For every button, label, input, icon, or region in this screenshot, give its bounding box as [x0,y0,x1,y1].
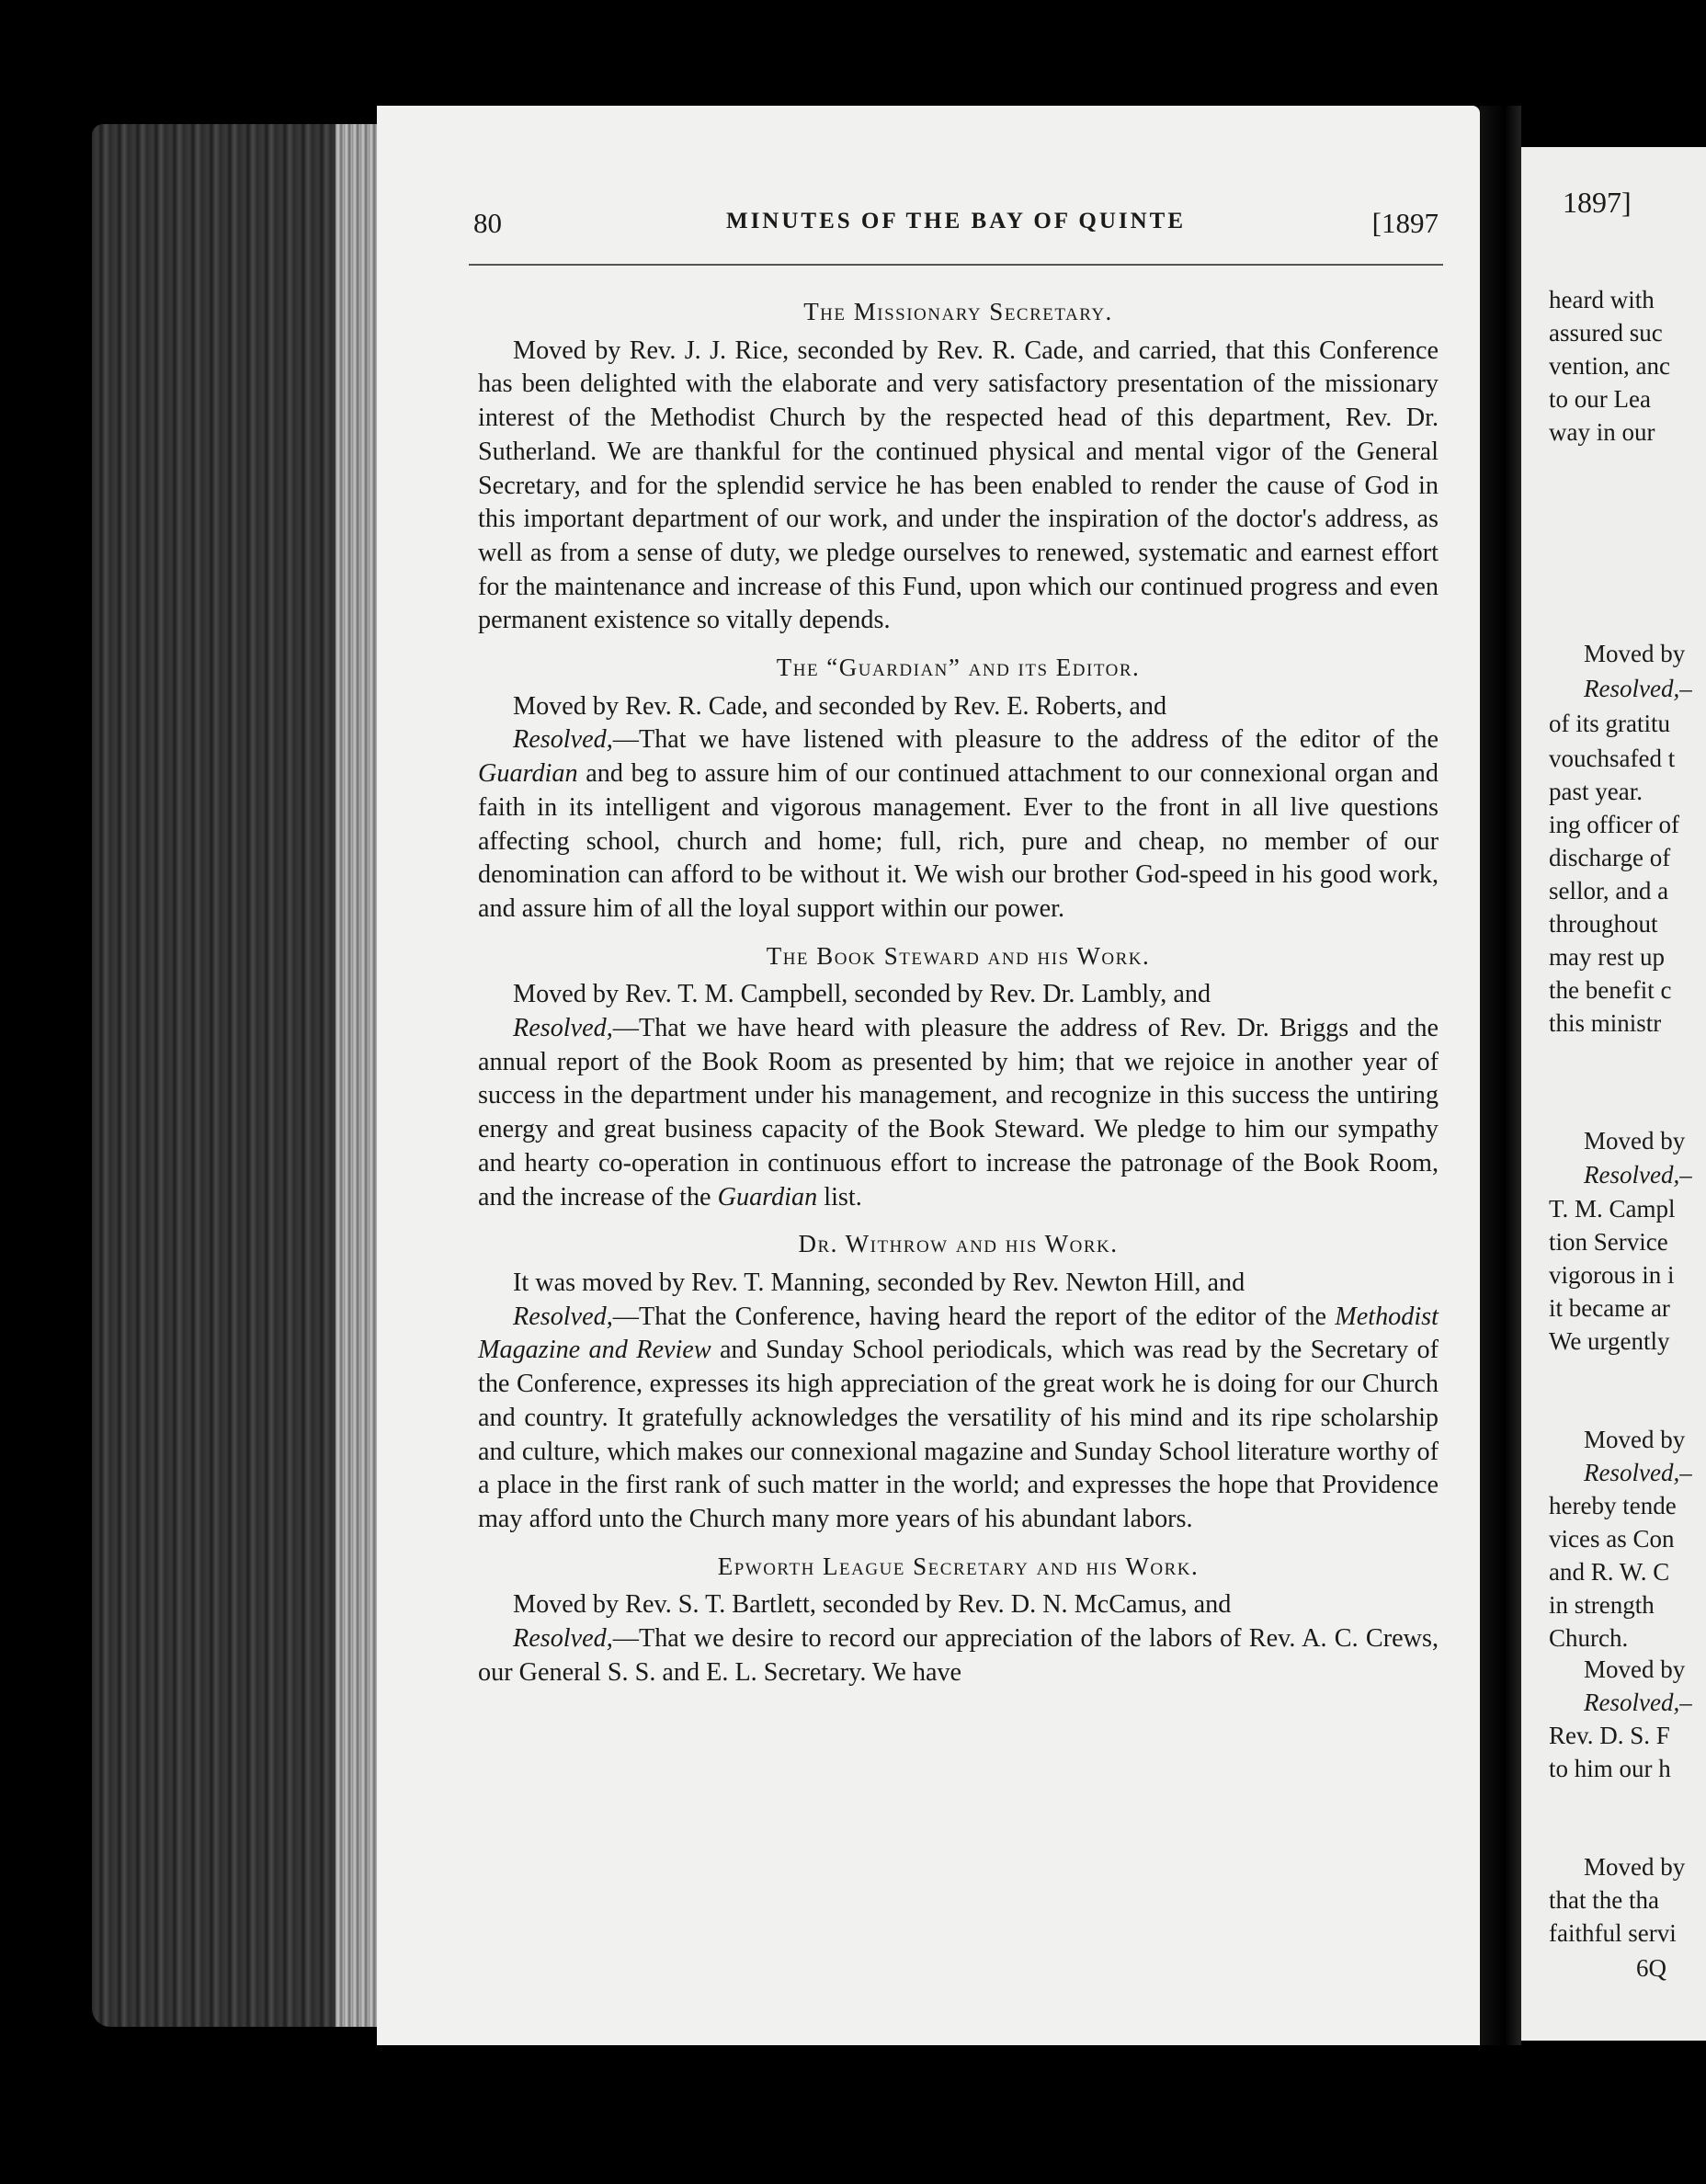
right-page-line: sellor, and a [1549,877,1669,904]
right-page-line: hereby tende [1549,1492,1677,1519]
page-body [478,290,1439,1689]
right-page-line: that the tha [1549,1886,1659,1914]
right-page-line: of its gratitu [1549,710,1670,737]
publication-title: Guardian [717,1182,818,1211]
right-page-line: Resolved,– [1584,1161,1692,1189]
left-page [377,106,1480,2045]
resolution-text: —That the Conference, having heard the report of the editor of the [612,1302,1336,1331]
right-page-line: ing officer of [1549,811,1679,838]
resolution-text-continued: list. [817,1182,862,1211]
right-page-line: Resolved,– [1584,675,1692,702]
resolved-label: Resolved, [513,1302,613,1331]
resolution-text: —That we have listened with pleasure to the address of the editor of the [612,725,1439,755]
right-page-line: Resolved,– [1584,1689,1692,1716]
right-page-line: tion Service [1549,1228,1668,1256]
resolution [478,1301,1439,1537]
right-page-line: and R. W. C [1549,1558,1670,1586]
book-gutter [1480,106,1521,2045]
moved-line: It was moved by Rev. T. Manning, seconded by Rev. Newton Hill, and [513,1268,1245,1297]
book-page-edges [92,124,381,2027]
right-page-line: it became ar [1549,1294,1670,1322]
right-page-line: assured suc [1549,319,1663,347]
right-page-line: throughout [1549,910,1658,938]
right-page-line: 6Q [1636,1954,1666,1982]
section-heading-book-steward: The Book Steward and his Work. [766,941,1151,970]
right-page-line: to our Lea [1549,385,1651,413]
resolution [478,1622,1439,1689]
right-page-line: Moved by [1584,1853,1686,1881]
resolution [478,723,1439,926]
section-heading-dr-withrow: Dr. Withrow and his Work. [798,1230,1119,1258]
header-rule [469,264,1443,266]
right-page-line: past year. [1549,778,1643,805]
publication-title: Methodist Magazine and Review [478,1302,1439,1365]
right-page-line: Church. [1549,1624,1629,1652]
right-page-line: vention, anc [1549,352,1670,380]
right-page-year: 1897] [1563,186,1632,219]
right-page-line: T. M. Campl [1549,1195,1676,1223]
resolved-label: Resolved, [513,725,613,755]
resolution-text-continued: and Sunday School periodicals, which was read by the Secretary of the Conference, expresses its high appreciation of the great work he is doing for our Church and country. It gratefully acknowledges the versatility of his mind and its ripe scholarship and culture, which makes our connexional magazine and Sunday School literature worthy of a place in the first rank of such matter in the world; and expresses the hope that Providence may afford unto the Church many more years of his abundant labors. [478,1336,1439,1533]
right-page-line: vices as Con [1549,1525,1675,1553]
right-page-line: way in our [1549,418,1655,446]
right-page-line: to him our h [1549,1755,1671,1782]
right-page-line: Rev. D. S. F [1549,1722,1670,1749]
resolution-text: —That we have heard with pleasure the address of Rev. Dr. Briggs and the annual report of the Book Room as presented by him; that we rejoice in another year of success in the department under his management, and recognize in this success the untiring energy and great business capacity of the Book Steward. We pledge to him our sympathy and hearty co-operation in continuous effort to increase the patronage of the Book Room, and the increase of the [478,1014,1439,1211]
section-heading-guardian-editor: The “Guardian” and its Editor. [776,654,1141,682]
right-page-line: Moved by [1584,1655,1686,1683]
right-page-line: Resolved,– [1584,1459,1692,1486]
right-page-line: in strength [1549,1591,1655,1619]
section-heading-epworth-league: Epworth League Secretary and his Work. [717,1552,1200,1580]
right-page-line: the benefit c [1549,976,1672,1004]
page-number: 80 [473,207,502,239]
right-page-line: Moved by [1584,1127,1686,1155]
right-page-line: vouchsafed t [1549,745,1676,772]
right-page-line: this ministr [1549,1009,1662,1037]
right-page-line: Moved by [1584,1426,1686,1453]
resolution-text-continued: and beg to assure him of our continued attachment to our connexional organ and faith in its intelligent and vigorous management. Ever to the front in all live questions affecting school, church and home; full, rich, pure and cheap, no member of our denomination can afford to be without it. We wish our brother God-speed in his good work, and assure him of all the loyal support within our power. [478,759,1439,923]
right-page-line: Moved by [1584,640,1686,667]
resolved-label: Resolved, [513,1014,613,1043]
moved-line: Moved by Rev. S. T. Bartlett, seconded by Rev. D. N. McCamus, and [513,1590,1232,1620]
right-page-line: We urgently [1549,1327,1670,1355]
running-title: MINUTES OF THE BAY OF QUINTE [725,209,1187,233]
right-page-line: vigorous in i [1549,1261,1675,1289]
right-page-line: discharge of [1549,844,1671,871]
section-heading-missionary-secretary: The Missionary Secretary. [803,298,1113,325]
resolved-label: Resolved, [513,1624,613,1654]
resolution-text: —That we desire to record our appreciation of the labors of Rev. A. C. Crews, our General S. S. and E. L. Secretary. We have [478,1624,1439,1687]
right-page-line: heard with [1549,286,1655,313]
right-page-line: may rest up [1549,943,1665,971]
section-paragraph: Moved by Rev. J. J. Rice, seconded by Rev. R. Cade, and carried, that this Conference has been delighted with the elaborate and very satisfactory presentation of the missionary interest of the Methodist Church by the respected head of this department, Rev. Dr. Sutherland. We are thankful for the continued physical and mental vigor of the General Secretary, and for the splendid service he has been enabled to render the cause of God in this important department of our work, and under the inspiration of the doctor's address, as well as from a sense of duty, we pledge ourselves to renewed, systematic and earnest effort for the maintenance and increase of this Fund, upon which our continued progress and even permanent existence so vitally depends. [478,336,1439,635]
running-head [473,207,1439,262]
right-page-fragment [1521,147,1706,2041]
right-page-line: faithful servi [1549,1919,1677,1947]
publication-title: Guardian [478,759,578,789]
running-year: [1897 [1371,207,1439,239]
resolution [478,1012,1439,1214]
moved-line: Moved by Rev. T. M. Campbell, seconded by Rev. Dr. Lambly, and [513,980,1211,1009]
moved-line: Moved by Rev. R. Cade, and seconded by Rev. E. Roberts, and [513,691,1167,721]
